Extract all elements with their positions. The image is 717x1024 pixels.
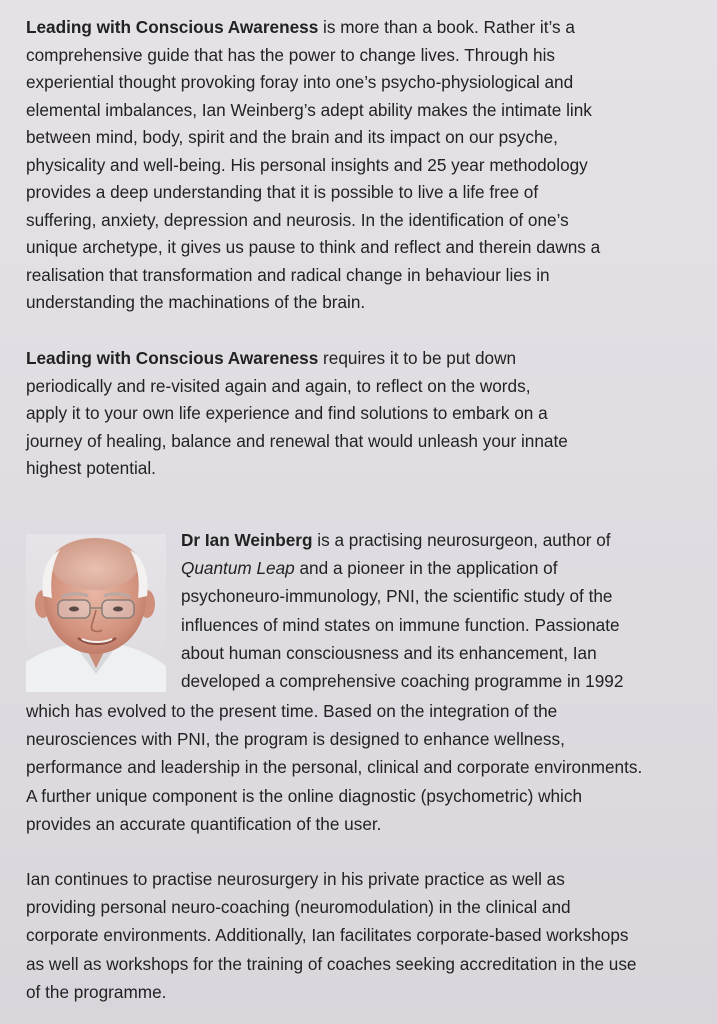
text-line: performance and leadership in the personal, clinical and corporate environments. [26,757,643,778]
text-line: as well as workshops for the training of coaches seeking accreditation in the use [26,953,637,974]
text-line: apply it to your own life experience and find solutions to embark on a [26,403,548,423]
author-portrait [26,534,166,692]
bio-continued-text [26,697,716,838]
text-line: which has evolved to the present time. Based on the integration of the [26,701,558,721]
text-line: periodically and re-visited again and again, to reflect on the words, [26,375,531,396]
text-line: understanding the machinations of the brain. [26,292,366,312]
book-title-italic: Quantum Leap [181,558,295,579]
text-line: elemental imbalances, Ian Weinberg’s adept ability makes the intimate link [26,99,592,120]
intro-paragraph [26,14,706,317]
text-line: comprehensive guide that has the power to change lives. Through his [26,44,556,65]
text-line: neurosciences with PNI, the program is designed to enhance wellness, [26,729,565,750]
book-title-bold: Leading with Conscious Awareness [26,17,319,37]
text-line: Leading with Conscious Awareness is more than a book. Rather it’s a [26,17,575,37]
text-line: suffering, anxiety, depression and neurosis. In the identification of one’s [26,209,569,230]
text-line: provides an accurate quantification of the user. [26,813,382,834]
text-line: developed a comprehensive coaching programme in 1992 [181,671,624,692]
author-name-bold: Dr Ian Weinberg [181,530,313,550]
text-line: influences of mind states on immune function. Passionate [181,614,620,635]
text-line: corporate environments. Additionally, Ian facilitates corporate-based workshops [26,925,629,946]
text-line: A further unique component is the online diagnostic (psychometric) which [26,785,583,806]
text-line: provides a deep understanding that it is possible to live a life free of [26,182,539,202]
book-title-bold: Leading with Conscious Awareness [26,348,319,368]
bio-side-text [181,526,717,695]
usage-paragraph [26,345,706,483]
text-line: journey of healing, balance and renewal that would unleash your innate [26,430,568,451]
text-line: about human consciousness and its enhancement, Ian [181,642,597,663]
text-line: realisation that transformation and radical change in behaviour lies in [26,264,550,285]
text-line: Ian continues to practise neurosurgery in his private practice as well as [26,869,565,889]
text-line: unique archetype, it gives us pause to think and reflect and therein dawns a [26,237,601,257]
practice-paragraph [26,865,706,1006]
text-line: providing personal neuro-coaching (neuromodulation) in the clinical and [26,897,571,918]
text-line: experiential thought provoking foray into one’s psycho-physiological and [26,72,574,92]
author-photo-icon [26,534,166,692]
text-line: Quantum Leap and a pioneer in the application of [181,558,558,579]
text-line: Leading with Conscious Awareness requires it to be put down [26,348,517,368]
text-line: psychoneuro-immunology, PNI, the scientific study of the [181,586,613,607]
text-line: Dr Ian Weinberg is a practising neurosurgeon, author of [181,530,611,550]
text-line: of the programme. [26,981,167,1002]
text-line: physicality and well-being. His personal insights and 25 year methodology [26,154,588,175]
text-line: highest potential. [26,458,156,478]
text-line: between mind, body, spirit and the brain and its impact on our psyche, [26,127,558,147]
